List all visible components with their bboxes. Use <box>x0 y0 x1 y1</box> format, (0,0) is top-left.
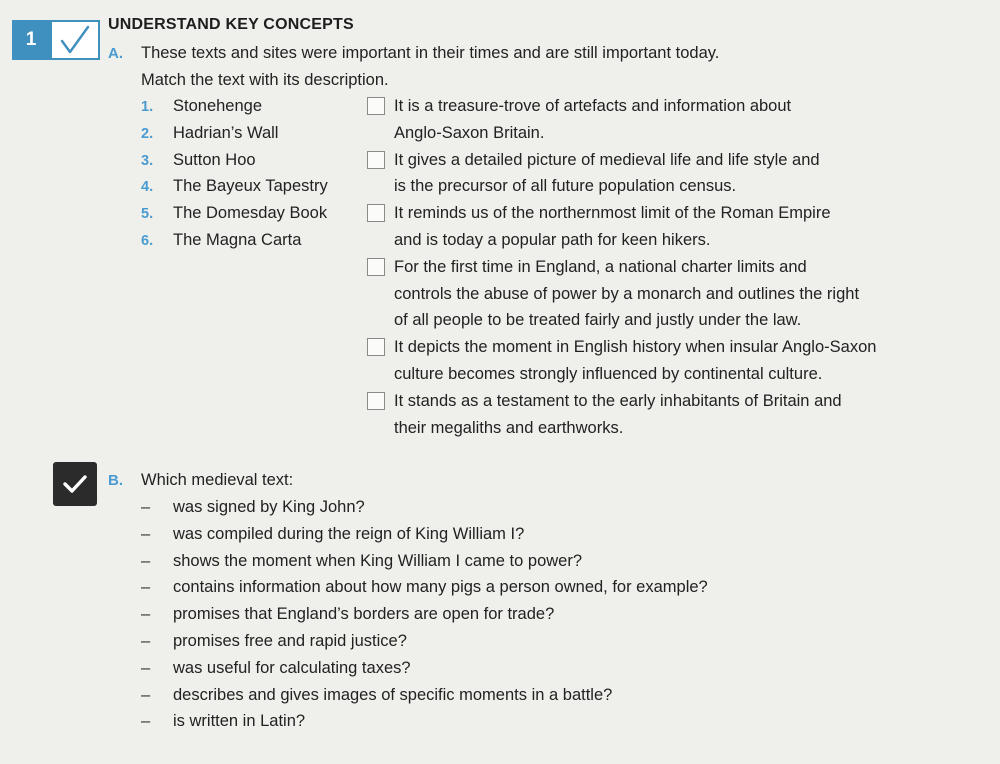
description-text <box>394 147 964 201</box>
item-number: 5. <box>141 206 154 223</box>
item-number: 1. <box>141 99 154 115</box>
list-item <box>141 628 708 655</box>
description-row <box>367 200 987 254</box>
description-row <box>367 147 987 201</box>
dash-bullet: – <box>141 712 151 731</box>
questions-list <box>141 494 708 735</box>
descriptions-list <box>367 93 987 441</box>
question-text: is written in Latin? <box>173 712 306 731</box>
description-line: and is today a popular path for keen hikers. <box>394 230 711 249</box>
list-item <box>141 120 328 147</box>
list-item <box>141 173 328 200</box>
question-text: shows the moment when King William I came to power? <box>173 551 583 570</box>
description-line: controls the abuse of power by a monarch and outlines the right <box>394 284 860 303</box>
description-line: is the precursor of all future population census. <box>394 177 737 196</box>
list-item <box>141 601 708 628</box>
exercise-badge <box>12 20 100 60</box>
description-line: of all people to be treated fairly and justly under the law. <box>394 311 802 330</box>
item-number: 6. <box>141 232 154 249</box>
description-line: their megaliths and earthworks. <box>394 418 624 437</box>
answer-checkbox[interactable] <box>367 338 385 356</box>
dash-bullet: – <box>141 551 151 570</box>
part-a-instruction-2: Match the text with its description. <box>141 71 389 89</box>
question-text: promises that England’s borders are open for trade? <box>173 605 555 624</box>
description-text <box>394 334 964 388</box>
description-text <box>394 200 964 254</box>
list-item <box>141 93 328 120</box>
dash-bullet: – <box>141 524 151 543</box>
description-line: culture becomes strongly influenced by continental culture. <box>394 364 823 383</box>
part-a-letter: A. <box>108 45 123 62</box>
item-label: Stonehenge <box>173 97 263 115</box>
answer-checkbox[interactable] <box>367 151 385 169</box>
question-text: describes and gives images of specific moments in a battle? <box>173 685 613 704</box>
list-item <box>141 200 328 227</box>
section-heading: UNDERSTAND KEY CONCEPTS <box>108 16 354 33</box>
description-row <box>367 93 987 147</box>
list-item <box>141 147 328 174</box>
description-line: For the first time in England, a national charter limits and <box>394 257 807 276</box>
dash-bullet: – <box>141 685 151 704</box>
description-row <box>367 334 987 388</box>
list-item <box>141 494 708 521</box>
part-b-letter: B. <box>108 472 123 489</box>
list-item <box>141 682 708 709</box>
list-item <box>141 574 708 601</box>
item-label: Sutton Hoo <box>173 150 256 169</box>
description-text <box>394 388 964 442</box>
dash-bullet: – <box>141 658 151 677</box>
description-text <box>394 93 964 147</box>
list-item <box>141 521 708 548</box>
item-number: 2. <box>141 125 154 142</box>
question-text: was useful for calculating taxes? <box>173 658 411 677</box>
description-line: Anglo-Saxon Britain. <box>394 123 545 142</box>
item-label: Hadrian’s Wall <box>173 123 279 142</box>
description-text <box>394 254 964 334</box>
item-label: The Domesday Book <box>173 204 328 223</box>
description-line: It gives a detailed picture of medieval life and life style and <box>394 150 820 169</box>
description-line: It stands as a testament to the early inhabitants of Britain and <box>394 391 842 410</box>
answer-checkbox[interactable] <box>367 392 385 410</box>
dash-bullet: – <box>141 631 151 650</box>
question-text: was signed by King John? <box>173 498 365 516</box>
description-line: It reminds us of the northernmost limit of the Roman Empire <box>394 204 831 223</box>
description-row <box>367 388 987 442</box>
item-number: 4. <box>141 179 154 196</box>
question-text: promises free and rapid justice? <box>173 631 407 650</box>
dash-bullet: – <box>141 498 151 516</box>
question-text: was compiled during the reign of King William I? <box>173 524 525 543</box>
question-text: contains information about how many pigs a person owned, for example? <box>173 578 708 597</box>
answer-checkbox[interactable] <box>367 204 385 222</box>
list-item <box>141 548 708 575</box>
list-item <box>141 708 708 735</box>
list-item <box>141 655 708 682</box>
item-number: 3. <box>141 152 154 169</box>
description-row <box>367 254 987 334</box>
item-label: The Bayeux Tapestry <box>173 177 328 196</box>
description-line: It depicts the moment in English history when insular Anglo-Saxon <box>394 338 877 357</box>
description-line: It is a treasure-trove of artefacts and information about <box>394 97 792 115</box>
dash-bullet: – <box>141 605 151 624</box>
part-a-instruction: These texts and sites were important in their times and are still important today. <box>141 44 720 62</box>
answer-checkbox[interactable] <box>367 97 385 115</box>
list-item <box>141 227 328 254</box>
part-b-instruction: Which medieval text: <box>141 471 294 489</box>
check-icon <box>53 462 97 506</box>
exercise-number: 1 <box>12 20 50 60</box>
items-list <box>141 93 328 254</box>
dash-bullet: – <box>141 578 151 597</box>
answer-checkbox[interactable] <box>367 258 385 276</box>
item-label: The Magna Carta <box>173 230 302 249</box>
check-mark-icon <box>50 20 100 60</box>
